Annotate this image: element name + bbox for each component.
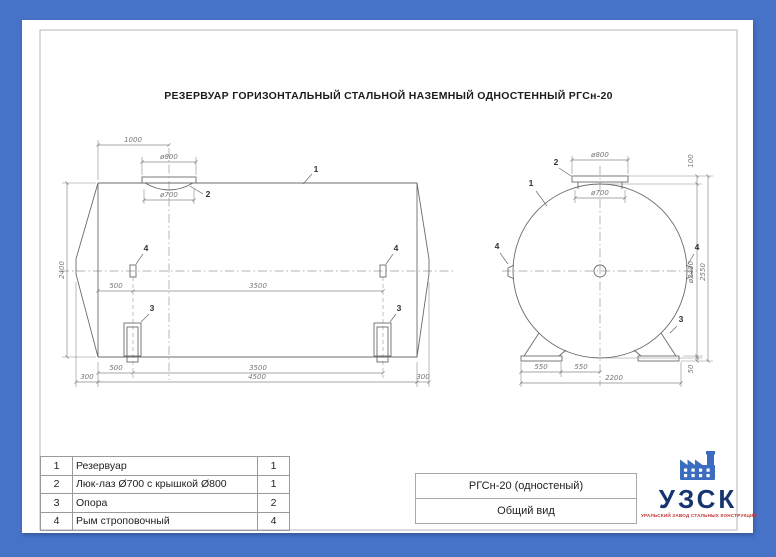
part-name: Резервуар xyxy=(73,457,258,476)
logo-acronym: УЗСК xyxy=(658,484,738,514)
callout-tank-side: 1 xyxy=(313,164,319,174)
dim-support-offset: 500 xyxy=(109,364,123,372)
table-row xyxy=(41,475,290,494)
tank-outline xyxy=(76,177,429,362)
dim-flange-side: ø800 xyxy=(160,153,178,161)
part-qty: 4 xyxy=(258,512,290,531)
callout-tank-end: 1 xyxy=(528,178,534,188)
dim-body-length: 4500 xyxy=(248,373,266,381)
part-number: 3 xyxy=(41,494,73,513)
side-lug-axes xyxy=(133,277,383,378)
factory-icon xyxy=(677,451,719,481)
dim-manhole-offset: 1000 xyxy=(124,136,142,144)
dim-support-span: 3500 xyxy=(249,364,267,372)
dim-neck-side: ø700 xyxy=(160,191,178,199)
dim-lug-span: 3500 xyxy=(249,282,267,290)
dim-flange-end: ø800 xyxy=(591,151,609,159)
part-name: Опора xyxy=(73,494,258,513)
logo-subtitle: УРАЛЬСКИЙ ЗАВОД СТАЛЬНЫХ КОНСТРУКЦИЙ xyxy=(641,513,758,518)
part-qty: 2 xyxy=(258,494,290,513)
end-centerlines xyxy=(502,166,698,386)
part-name: Рым строповочный xyxy=(73,512,258,531)
part-number: 4 xyxy=(41,512,73,531)
dim-support-span-end: 2200 xyxy=(605,374,623,382)
end-view xyxy=(495,151,713,387)
dim-lug-offset: 500 xyxy=(109,282,123,290)
dim-support-half-left: 550 xyxy=(534,363,548,371)
dim-diameter: ø2400 xyxy=(687,260,695,284)
end-extension-lines xyxy=(521,156,713,387)
drawing-title: РЕЗЕРВУАР ГОРИЗОНТАЛЬНЫЙ СТАЛЬНОЙ НАЗЕМНЫЙ ОДНОСТЕННЫЙ РГСн-20 xyxy=(164,90,613,102)
title-block-view-name: Общий вид xyxy=(497,505,555,517)
part-name: Люк-лаз Ø700 с крышкой Ø800 xyxy=(73,475,258,494)
end-dimension-lines xyxy=(521,160,708,383)
callout-lug-left-side: 4 xyxy=(143,243,149,253)
callout-support-end: 3 xyxy=(678,314,684,324)
company-logo xyxy=(641,451,758,518)
table-row xyxy=(41,494,290,513)
table-row xyxy=(41,512,290,531)
dim-base-height: 50 xyxy=(687,364,695,374)
callout-lug-left-end: 4 xyxy=(494,241,500,251)
part-number: 1 xyxy=(41,457,73,476)
callout-manhole-end: 2 xyxy=(553,157,559,167)
part-qty: 1 xyxy=(258,457,290,476)
callout-support-right-side: 3 xyxy=(396,303,402,313)
parts-table xyxy=(40,456,290,531)
callout-lug-right-end: 4 xyxy=(694,242,700,252)
part-number: 2 xyxy=(41,475,73,494)
dim-end-right: 300 xyxy=(416,373,430,381)
dim-support-half-right: 550 xyxy=(574,363,588,371)
support-right xyxy=(374,323,391,356)
part-qty: 1 xyxy=(258,475,290,494)
dim-neck-end: ø700 xyxy=(591,189,609,197)
side-dimension-lines xyxy=(67,145,429,382)
dim-total-height: 2550 xyxy=(699,263,707,281)
title-block-model: РГСн-20 (одностеный) xyxy=(416,474,636,499)
callout-lug-right-side: 4 xyxy=(393,243,399,253)
side-view xyxy=(58,136,455,387)
dim-height: 2400 xyxy=(58,261,66,279)
callout-support-left-side: 3 xyxy=(149,303,155,313)
support-base-left xyxy=(521,356,562,361)
title-block xyxy=(415,473,637,524)
table-row xyxy=(41,457,290,476)
sheet-frame xyxy=(40,30,737,530)
dim-end-left: 300 xyxy=(80,373,94,381)
callout-manhole-side: 2 xyxy=(205,189,211,199)
support-base-right xyxy=(638,356,679,361)
dim-manhole-height: 100 xyxy=(687,154,695,168)
